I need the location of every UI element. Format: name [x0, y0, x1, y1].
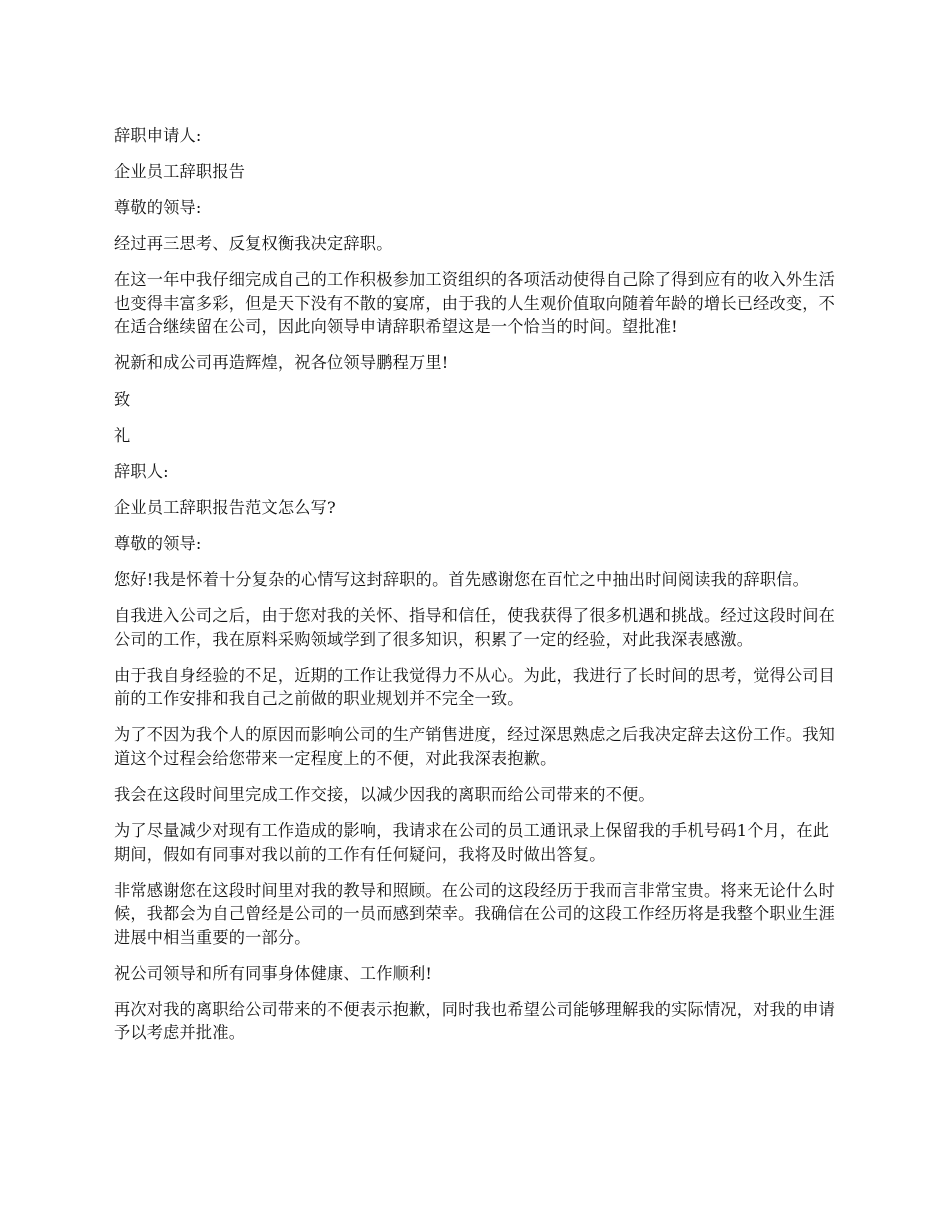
applicant-label: 辞职申请人: — [114, 126, 202, 145]
paragraph: 非常感谢您在这段时间里对我的教导和照顾。在公司的这段经历于我而言非常宝贵。将来无论什么时候，我都会为自己曾经是公司的一员而感到荣幸。我确信在公司的这段工作经历将是我整个职业生涯进展中相当重要的一部分。 — [114, 880, 836, 947]
closing-zhi: 致 — [114, 389, 131, 409]
salutation: 尊敬的领导: — [114, 533, 202, 553]
paragraph: 在这一年中我仔细完成自己的工作积极参加工资组织的各项活动使得自己除了得到应有的收入外生活也变得丰富多彩，但是天下没有不散的宴席，由于我的人生观价值取向随着年龄的增长已经改变，不在适合继续留在公司，因此向领导申请辞职希望这是一个恰当的时间。望批准! — [114, 270, 836, 337]
section-heading: 企业员工辞职报告范文怎么写? — [114, 497, 336, 517]
paragraph: 祝新和成公司再造辉煌，祝各位领导鹏程万里! — [114, 353, 449, 373]
paragraph: 我会在这段时间里完成工作交接，以减少因我的离职而给公司带来的不便。 — [114, 784, 655, 804]
closing-li: 礼 — [114, 425, 131, 445]
report-title: 企业员工辞职报告 — [114, 162, 246, 182]
paragraph: 为了不因为我个人的原因而影响公司的生产销售进度，经过深思熟虑之后我决定辞去这份工作。我知道这个过程会给您带来一定程度上的不便，对此我深表抱歉。 — [114, 725, 836, 768]
signer-label: 辞职人: — [114, 461, 169, 481]
paragraph: 由于我自身经验的不足，近期的工作让我觉得力不从心。为此，我进行了长时间的思考，觉得公司目前的工作安排和我自己之前做的职业规划并不完全一致。 — [114, 665, 836, 709]
paragraph: 经过再三思考、反复权衡我决定辞职。 — [114, 234, 393, 254]
paragraph: 您好!我是怀着十分复杂的心情写这封辞职的。首先感谢您在百忙之中抽出时间阅读我的辞职信。 — [114, 570, 809, 590]
paragraph: 为了尽量减少对现有工作造成的影响，我请求在公司的员工通讯录上保留我的手机号码1个月，在此期间，假如有同事对我以前的工作有任何疑问，我将及时做出答复。 — [114, 821, 830, 864]
document-body — [114, 124, 840, 1057]
salutation: 尊敬的领导: — [114, 198, 202, 218]
paragraph: 自我进入公司之后，由于您对我的关怀、指导和信任，使我获得了很多机遇和挑战。经过这段时间在公司的工作，我在原料采购领域学到了很多知识，积累了一定的经验，对此我深表感激。 — [114, 606, 836, 649]
paragraph: 祝公司领导和所有同事身体健康、工作顺利! — [114, 963, 433, 983]
paragraph: 再次对我的离职给公司带来的不便表示抱歉，同时我也希望公司能够理解我的实际情况，对我的申请予以考虑并批准。 — [114, 999, 836, 1043]
